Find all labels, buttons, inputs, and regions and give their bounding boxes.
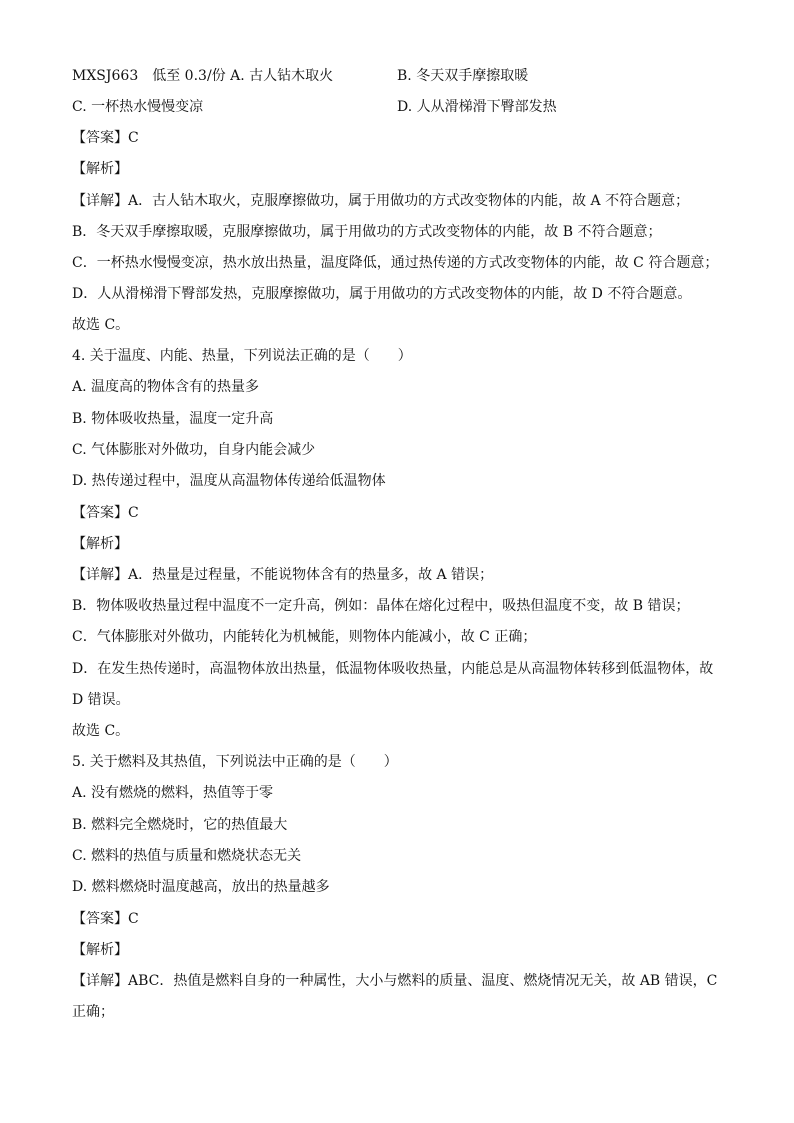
- q4-detail-line: C．气体膨胀对外做功，内能转化为机械能，则物体内能减小，故 C 正确；: [72, 629, 537, 645]
- q3-detail-line: D．人从滑梯滑下臀部发热，克服摩擦做功，属于用做功的方式改变物体的内能，故 D 不符合题意。: [72, 286, 692, 302]
- q3-conclusion: 故选 C。: [72, 317, 130, 333]
- q3-option-a-line: MXSJ663 低至 0.3/份 A. 古人钻木取火: [72, 68, 334, 84]
- q4-option: A. 温度高的物体含有的热量多: [72, 379, 260, 395]
- q3-option-d: D. 人从滑梯滑下臀部发热: [397, 99, 557, 115]
- q4-option: D. 热传递过程中，温度从高温物体传递给低温物体: [72, 473, 386, 489]
- q5-option: A. 没有燃烧的燃料，热值等于零: [72, 785, 274, 801]
- q5-analysis-label: 【解析】: [72, 942, 128, 958]
- q4-answer: 【答案】C: [72, 505, 139, 521]
- q3-analysis-label: 【解析】: [72, 161, 128, 177]
- q5-option: D. 燃料燃烧时温度越高，放出的热量越多: [72, 879, 330, 895]
- q3-option-c: C. 一杯热水慢慢变凉: [72, 99, 204, 115]
- q4-detail-line: D 错误。: [72, 692, 130, 708]
- q4-question: 4. 关于温度、内能、热量，下列说法正确的是（ ）: [72, 348, 412, 364]
- q5-option: B. 燃料完全燃烧时，它的热值最大: [72, 817, 288, 833]
- q4-analysis-label: 【解析】: [72, 536, 128, 552]
- q4-conclusion: 故选 C。: [72, 723, 130, 739]
- q5-option: C. 燃料的热值与质量和燃烧状态无关: [72, 848, 302, 864]
- q5-detail-line: 【详解】ABC．热值是燃料自身的一种属性，大小与燃料的质量、温度、燃烧情况无关，故 AB 错误，C: [72, 973, 718, 989]
- q3-detail-line: C．一杯热水慢慢变凉，热水放出热量，温度降低，通过热传递的方式改变物体的内能，故 C 符合题意；: [72, 255, 719, 271]
- q3-detail-line: 【详解】A．古人钻木取火，克服摩擦做功，属于用做功的方式改变物体的内能，故 A 不符合题意；: [72, 193, 690, 209]
- q4-detail-line: 【详解】A．热量是过程量，不能说物体含有的热量多，故 A 错误；: [72, 567, 494, 583]
- q5-question: 5. 关于燃料及其热值，下列说法中正确的是（ ）: [72, 754, 398, 770]
- q4-detail-line: B．物体吸收热量过程中温度不一定升高，例如：晶体在熔化过程中，吸热但温度不变，故 B 错误；: [72, 598, 690, 614]
- q5-answer: 【答案】C: [72, 911, 139, 927]
- q4-detail-line: D．在发生热传递时，高温物体放出热量，低温物体吸收热量，内能总是从高温物体转移到低温物体，故: [72, 661, 714, 677]
- q3-answer: 【答案】C: [72, 130, 139, 146]
- q3-detail-line: B．冬天双手摩擦取暖，克服摩擦做功，属于用做功的方式改变物体的内能，故 B 不符合题意；: [72, 224, 662, 240]
- q4-option: B. 物体吸收热量，温度一定升高: [72, 411, 274, 427]
- q5-detail-line: 正确；: [72, 1004, 114, 1020]
- q3-option-b: B. 冬天双手摩擦取暖: [397, 68, 529, 84]
- q4-option: C. 气体膨胀对外做功，自身内能会减少: [72, 442, 316, 458]
